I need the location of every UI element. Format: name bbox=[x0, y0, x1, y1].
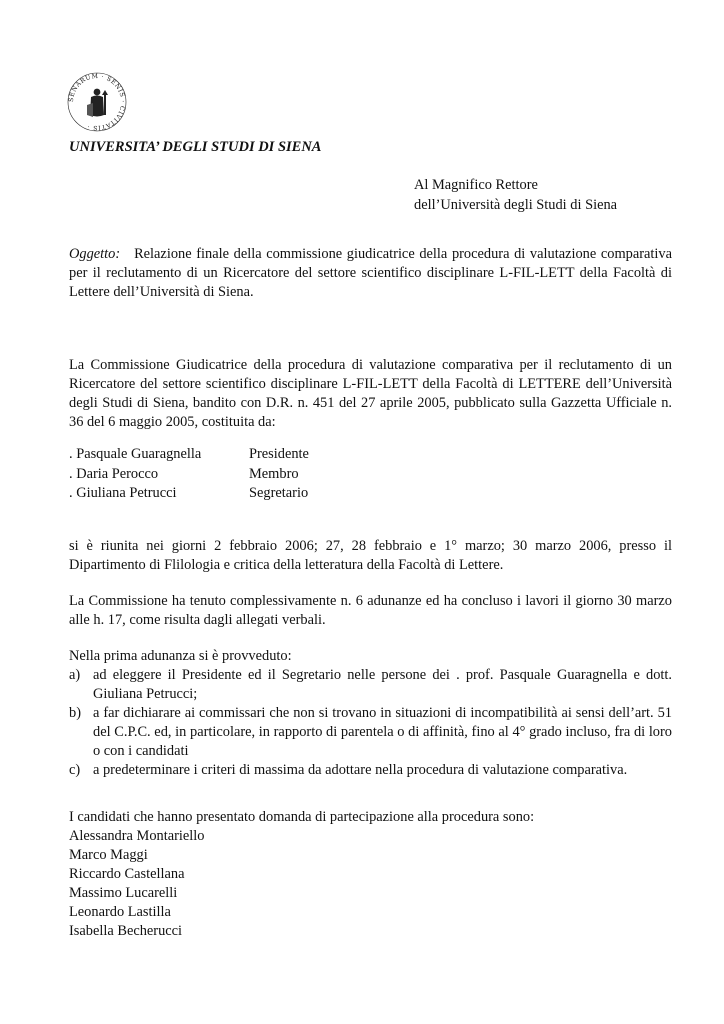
candidate-name: Alessandra Montariello bbox=[69, 828, 205, 844]
intro-paragraph bbox=[69, 356, 672, 432]
candidate-name: Leonardo Lastilla bbox=[69, 904, 171, 920]
commission-member bbox=[69, 445, 309, 465]
addressee-line: dell’Università degli Studi di Siena bbox=[414, 197, 618, 213]
first-meeting-section bbox=[69, 647, 672, 780]
meetings-paragraph bbox=[69, 537, 672, 575]
svg-text:SENARUM · SENIS · CIVITATIS ·: SENARUM · SENIS · CIVITATIS · bbox=[67, 72, 127, 132]
candidate-name: Riccardo Castellana bbox=[69, 866, 185, 882]
university-name: UNIVERSITA’ DEGLI STUDI DI SIENA bbox=[69, 139, 322, 155]
member-role: Membro bbox=[249, 465, 299, 482]
list-item-text: a predeterminare i criteri di massima da adottare nella procedura di valutazione comparativa. bbox=[93, 762, 628, 778]
conclusion-text: La Commissione ha tenuto complessivamente n. 6 adunanze ed ha concluso i lavori il giorno 30 marzo alle h. 17, come risulta dagli allegati verbali. bbox=[69, 593, 672, 628]
subject-paragraph bbox=[69, 245, 672, 302]
first-meeting-intro: Nella prima adunanza si è provveduto: bbox=[69, 648, 292, 664]
list-item-label: a) bbox=[69, 667, 81, 683]
addressee-line: Al Magnifico Rettore bbox=[414, 177, 538, 193]
subject-text: Relazione finale della commissione giudicatrice della procedura di valutazione comparativa per il reclutamento di un Ricercatore del settore scientifico disciplinare L-FIL-LETT della Facoltà di Lettere dell’Università di Siena. bbox=[69, 246, 672, 300]
member-name: . Giuliana Petrucci bbox=[69, 485, 177, 501]
commission-member bbox=[69, 465, 309, 485]
list-item bbox=[69, 666, 672, 704]
member-role: Segretario bbox=[249, 485, 309, 501]
member-name: . Pasquale Guaragnella bbox=[69, 446, 202, 462]
commission-member bbox=[69, 484, 309, 504]
member-name: . Daria Perocco bbox=[69, 465, 159, 482]
candidates-intro: I candidati che hanno presentato domanda di partecipazione alla procedura sono: bbox=[69, 809, 535, 825]
member-role: Presidente bbox=[249, 446, 309, 462]
intro-text: La Commissione Giudicatrice della procedura di valutazione comparativa per il reclutamento di un Ricercatore del settore scientifico disciplinare L-FIL-LETT della Facoltà di LETTERE dell’Università degli Studi di Siena, bandito con D.R. n. 451 del 27 aprile 2005, pubblicato sulla Gazzetta Ufficiale n. 36 del 6 maggio 2005, costituita da: bbox=[69, 357, 672, 430]
subject-label: Oggetto: bbox=[69, 246, 121, 262]
meetings-text: si è riunita nei giorni 2 febbraio 2006; 27, 28 febbraio e 1° marzo; 30 marzo 2006, presso il Dipartimento di Flilologia e critica della letteratura della Facoltà di Lettere. bbox=[69, 538, 672, 573]
list-item bbox=[69, 761, 672, 780]
list-item-label: b) bbox=[69, 705, 81, 721]
candidates-section bbox=[69, 808, 534, 941]
candidate-name: Isabella Becherucci bbox=[69, 923, 183, 939]
addressee-block bbox=[414, 175, 617, 215]
list-item-label: c) bbox=[69, 762, 81, 778]
list-item bbox=[69, 704, 672, 761]
list-item-text: ad eleggere il Presidente ed il Segretario nelle persone dei . prof. Pasquale Guaragnella e dott. Giuliana Petrucci; bbox=[93, 667, 672, 702]
university-seal-logo bbox=[66, 71, 128, 133]
candidate-name: Massimo Lucarelli bbox=[69, 885, 178, 901]
conclusion-paragraph bbox=[69, 592, 672, 630]
list-item-text: a far dichiarare ai commissari che non si trovano in situazioni di incompatibilità ai sensi dell’art. 51 del C.P.C. ed, in particolare, in rapporto di parentela o di affinità, fino al 4° grado incluso, fra di loro o con i candidati bbox=[93, 705, 672, 759]
candidate-name: Marco Maggi bbox=[69, 847, 148, 863]
commission-list bbox=[69, 445, 309, 504]
